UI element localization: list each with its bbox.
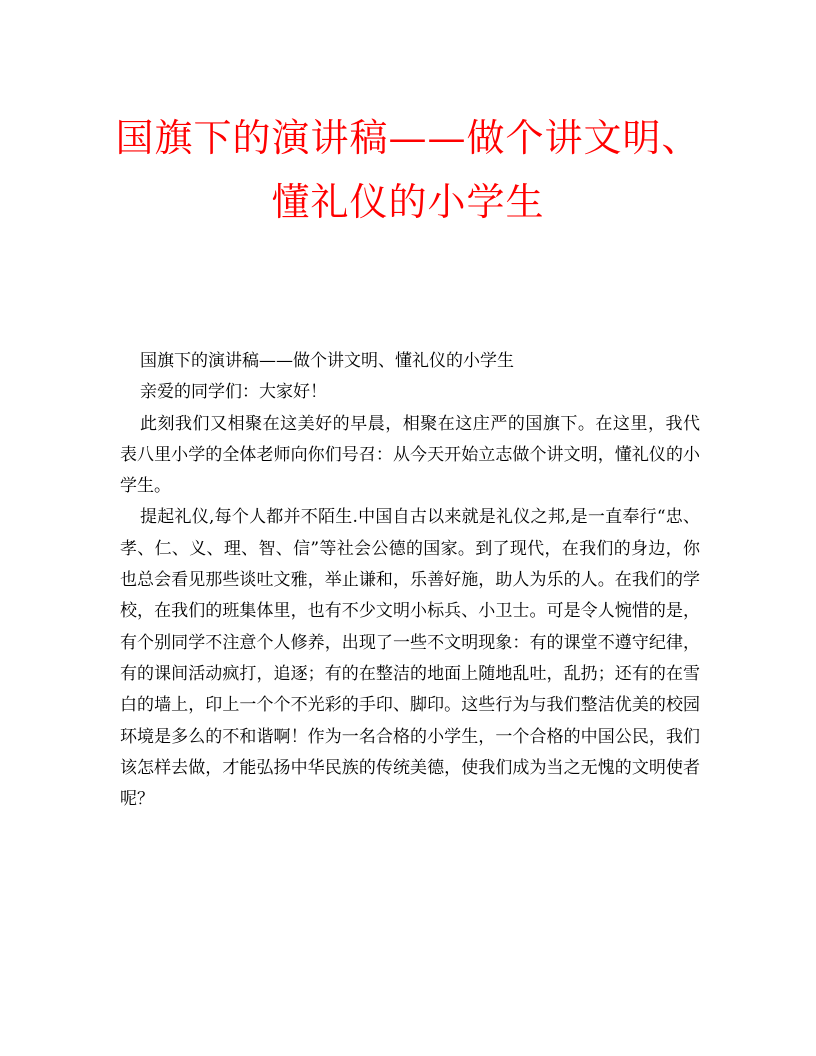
body-paragraph: 提起礼仪,每个人都并不陌生.中国自古以来就是礼仪之邦,是一直奉行“忠、孝、仁、义、理、智、信”等社会公德的国家。到了现代，在我们的身边，你也总会看见那些谈吐文雅，举止谦和，乐善好施，助人为乐的人。在我们的学校，在我们的班集体里，也有不少文明小标兵、小卫士。可是令人惋惜的是，有个别同学不注意个人修养，出现了一些不文明现象：有的课堂不遵守纪律，有的课间活动疯打，追逐；有的在整洁的地面上随地乱吐，乱扔；还有的在雪白的墙上，印上一个个不光彩的手印、脚印。这些行为与我们整洁优美的校园环境是多么的不和谐啊！作为一名合格的小学生，一个合格的中国公民，我们该怎样去做，才能弘扬中华民族的传统美德，使我们成为当之无愧的文明使者呢？ xyxy=(120,507,700,810)
body-paragraph-greeting: 亲爱的同学们：大家好！ xyxy=(140,382,327,403)
document-title: 国旗下的演讲稿——做个讲文明、懂礼仪的小学生 xyxy=(115,116,701,224)
document-body xyxy=(120,346,700,815)
body-paragraph-heading: 国旗下的演讲稿——做个讲文明、懂礼仪的小学生 xyxy=(140,351,514,371)
body-paragraph: 此刻我们又相聚在这美好的早晨，相聚在这庄严的国旗下。在这里，我代表八里小学的全体老师向你们号召：从今天开始立志做个讲文明，懂礼仪的小学生。 xyxy=(120,413,700,497)
